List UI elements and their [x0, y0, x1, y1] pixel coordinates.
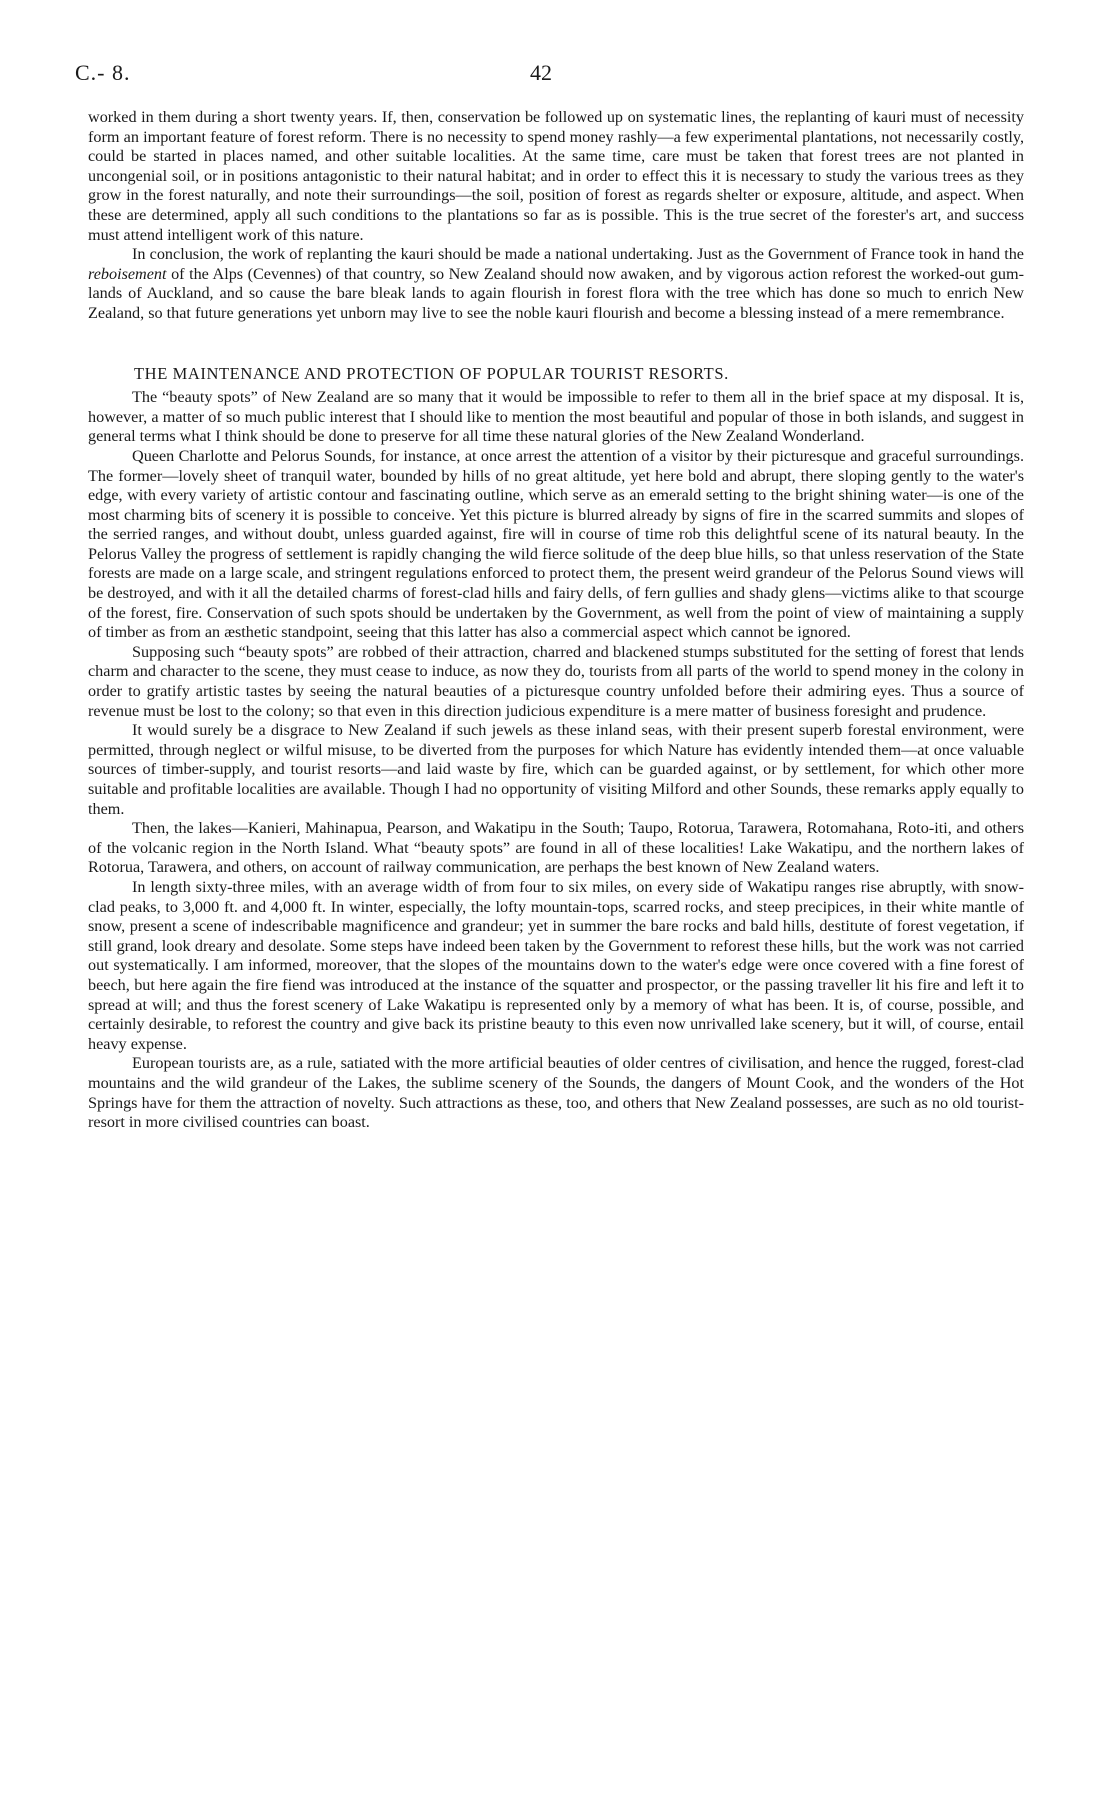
section-heading: THE MAINTENANCE AND PROTECTION OF POPULAR TOURIST RESORTS. [134, 363, 729, 383]
document-reference: C.- 8. [75, 60, 131, 85]
paragraph-beauty-spots: The “beauty spots” of New Zealand are so many that it would be impossible to refer to them all in the brief space at my disposal. It is, however, a matter of so much public interest that I should like to mention the most beautiful and popular of those in both islands, and suggest in general terms what I think should be done to preserve for all time these natural glories of the New Zealand Wonderland. [88, 388, 1024, 446]
body-text [88, 108, 1024, 1133]
page-header [75, 60, 1035, 100]
paragraph-conclusion-part2: of the Alps (Cevennes) of that country, so New Zealand should now awaken, and by vigorous action reforest the worked-out gum-lands of Auckland, and so cause the bare bleak lands to again flourish in forest flora with the tree which has done so much to enrich New Zealand, so that future generations yet unborn may live to see the noble kauri flourish and become a blessing instead of a mere remembrance. [88, 264, 1024, 322]
paragraph-lakes: Then, the lakes—Kanieri, Mahinapua, Pearson, and Wakatipu in the South; Taupo, Rotorua, Tarawera, Rotomahana, Roto-iti, and others of the volcanic region in the North Island. What “beauty spots” are found in all of these localities! Lake Wakatipu, and the northern lakes of Rotorua, Tarawera, and others, on account of railway communication, are perhaps the best known of New Zealand waters. [88, 819, 1024, 877]
paragraph-supposing: Supposing such “beauty spots” are robbed of their attraction, charred and blackened stumps substituted for the setting of forest that lends charm and character to the scene, they must cease to induce, as now they do, tourists from all parts of the world to spend money in the colony in order to gratify artistic tastes by seeing the natural beauties of a picturesque country unfolded before their admiring eyes. Thus a source of revenue must be lost to the colony; so that even in this direction judicious expenditure is a mere matter of business foresight and prudence. [88, 642, 1024, 720]
paragraph-european-tourists: European tourists are, as a rule, satiated with the more artificial beauties of older centres of civilisation, and hence the rugged, forest-clad mountains and the wild grandeur of the Lakes, the sublime scenery of the Sounds, the dangers of Mount Cook, and the wonders of the Hot Springs have for them the attraction of novelty. Such attractions as these, too, and others that New Zealand possesses, are such as no old tourist-resort in more civilised countries can boast. [88, 1054, 1024, 1132]
paragraph-conclusion-part1: In conclusion, the work of replanting the kauri should be made a national undertaking. Just as the Government of France took in hand the [132, 245, 1024, 264]
paragraph-continuation: worked in them during a short twenty years. If, then, conservation be followed up on systematic lines, the replanting of kauri must of necessity form an important feature of forest reform. There is no necessity to spend money rashly—a few experimental plantations, not necessarily costly, could be started in places named, and other suitable localities. At the same time, care must be taken that forest trees are not planted in uncongenial soil, or in positions antagonistic to their natural habitat; and in order to effect this it is necessary to study the various trees as they grow in the forest naturally, and note their surroundings—the soil, position of forest as regards shelter or exposure, altitude, and aspect. When these are determined, apply all such conditions to the plantations so far as is possible. This is the true secret of the forester's art, and success must attend intelligent work of this nature. [88, 108, 1024, 244]
paragraph-conclusion-italic: reboisement [88, 264, 167, 283]
paragraph-conclusion [88, 245, 1024, 323]
page-number: 42 [530, 60, 552, 85]
paragraph-wakatipu: In length sixty-three miles, with an average width of from four to six miles, on every side of Wakatipu ranges rise abruptly, with snow-clad peaks, to 3,000 ft. and 4,000 ft. In winter, especially, the lofty mountain-tops, scarred rocks, and steep precipices, in their white mantle of snow, present a scene of indescribable magnificence and grandeur; yet in summer the bare rocks and bald hills, destitute of forest vegetation, if still grand, look dreary and desolate. Some steps have indeed been taken by the Government to reforest these hills, but the work was not carried out systematically. I am informed, moreover, that the slopes of the mountains down to the water's edge were once covered with a fine forest of beech, but here again the fire fiend was introduced at the instance of the squatter and prospector, or the passing traveller lit his fire and left it to spread at will; and thus the forest scenery of Lake Wakatipu is represented only by a memory of what has been. It is, of course, possible, and certainly desirable, to reforest the country and give back its pristine beauty to this even now unrivalled lake scenery, but it will, of course, entail heavy expense. [88, 877, 1024, 1053]
paragraph-sounds: Queen Charlotte and Pelorus Sounds, for instance, at once arrest the attention of a visitor by their picturesque and graceful surroundings. The former—lovely sheet of tranquil water, bounded by hills of no great altitude, yet here bold and abrupt, there sloping gently to the water's edge, with every variety of artistic contour and fascinating outline, which serve as an emerald setting to the bright shining water—is one of the most charming bits of scenery it is possible to conceive. Yet this picture is blurred already by signs of fire in the scarred summits and slopes of the serried ranges, and without doubt, unless guarded against, fire will in course of time rob this delightful scene of its natural beauty. In the Pelorus Valley the progress of settlement is rapidly changing the wild fierce solitude of the deep blue hills, so that unless reservation of the State forests are made on a large scale, and stringent regulations enforced to protect them, the present weird grandeur of the Pelorus Sound views will be destroyed, and with it all the detailed charms of forest-clad hills and fairy dells, of fern gullies and shady glens—victims alike to that scourge of the forest, fire. Conservation of such spots should be undertaken by the Government, as well from the point of view of maintaining a supply of timber as from an æsthetic standpoint, seeing that this latter has also a commercial aspect which cannot be ignored. [88, 446, 1024, 642]
paragraph-disgrace: It would surely be a disgrace to New Zealand if such jewels as these inland seas, with their present superb forestal environment, were permitted, through neglect or wilful misuse, to be diverted from the purposes for which Nature has evidently intended them—at once valuable sources of timber-supply, and tourist resorts—and laid waste by fire, which can be guarded against, or by settlement, for which other more suitable and profitable localities are available. Though I had no opportunity of visiting Milford and other Sounds, these remarks apply equally to them. [88, 721, 1024, 818]
